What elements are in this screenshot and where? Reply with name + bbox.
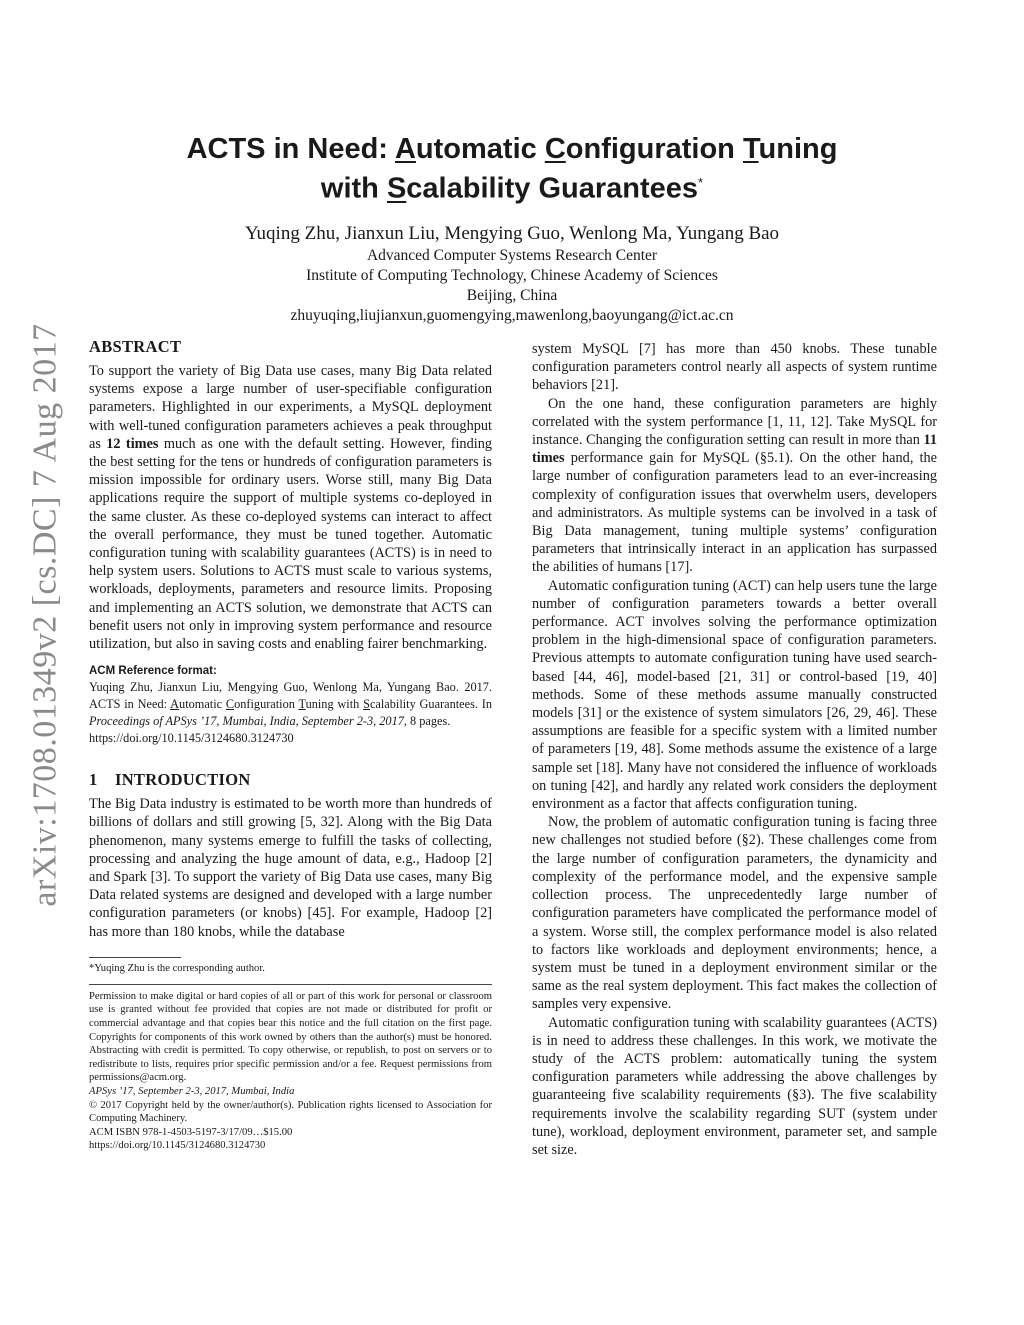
title-underlined-letter: C [544, 133, 566, 165]
acm-reference-underlined-letter: S [363, 697, 370, 712]
paragraph-text: performance gain for MySQL (§5.1). On the other hand, the large number of configuration parameters lead to an ever-increasing complexity of configuration issues that overwhelm users, developers and administrators. As multiple systems can be involved in a task of Big Data management, tuning multiple systems’ configuration parameters that intrinsically interact in an application has surpassed the abilities of humans [17]. [532, 450, 937, 576]
affiliation-line-3: Beijing, China [466, 287, 558, 304]
introduction-heading [89, 769, 492, 791]
footnote-divider [89, 957, 181, 958]
introduction-paragraph-1: The Big Data industry is estimated to be worth more than hundreds of billions of dollars and still growing [5, 32]. Along with the Big Data phenomenon, many systems emerge to fulfill the tasks of collecting, processing and analyzing the huge amount of data, e.g., Hadoop [2] and Spark [3]. To support the variety of Big Data use cases, many Big Data related systems are designed and developed with a large number configuration parameters (or knobs) [45]. For example, Hadoop [2] has more than 180 knobs, while the database [89, 796, 492, 940]
left-column [89, 336, 492, 1153]
acm-reference-title: calability Guarantees. In [369, 697, 492, 712]
arxiv-identifier-stamp [24, 320, 68, 910]
right-paragraph-3: Automatic configuration tuning (ACT) can help users tune the large number of configuration parameters towards a better overall performance. ACT involves solving the performance optimization problem in the high-dimensional space of configuration parameters. Previous attempts to automate configuration tuning have used search-based [44, 46], model-based [21, 31] or control-based [19, 40] methods. Some of these methods assume manually constructed models [31] or the existence of system simulators [26, 29, 46]. These assumptions are feasible for a specific system with a limited number of parameters [19, 48]. Some methods assume the existence of a large sample set [18]. Many have not considered the influence of workloads on tuning [42], and hardly any related work considers the deployment environment as a factor that affects configuration tuning. [532, 577, 937, 813]
acm-reference-authors: Yuqing Zhu, Jianxun Liu, Mengying Guo, Wenlong Ma, Yungang Bao. 2017. [89, 680, 492, 695]
acm-reference-heading: ACM Reference format: [89, 665, 217, 678]
title-underlined-letter: S [386, 172, 407, 205]
permission-text: Permission to make digital or hard copies of all or part of this work for personal or classroom use is granted without fee provided that copies are not made or distributed for profit or commercial advantage and that copies bear this notice and the full citation on the first page. Copyrights for components of this work owned by others than the author(s) must be honored. Abstracting with credit is permitted. To copy otherwise, or republish, to post on servers or to redistribute to lists, requires prior specific permission and/or a fee. Request permissions from permissions@acm.org. [89, 990, 492, 1084]
author-emails: zhuyuqing,liujianxun,guomengying,mawenlong,baoyungang@ict.ac.cn [290, 307, 734, 324]
title-segment: ACTS in Need: [186, 133, 395, 165]
permission-isbn: ACM ISBN 978-1-4503-5197-3/17/09…$15.00 [89, 1126, 293, 1138]
arxiv-identifier-text: arXiv:1708.01349v2 [cs.DC] 7 Aug 2017 [27, 323, 64, 907]
acm-reference-venue: Proceedings of APSys ’17, Mumbai, India, September 2-3, 2017, [89, 714, 407, 729]
title-segment: utomatic [415, 133, 545, 165]
right-paragraph-2 [532, 395, 937, 577]
paper-title-block [120, 132, 904, 206]
permission-doi-link[interactable]: https://doi.org/10.1145/3124680.3124730 [89, 1140, 266, 1152]
author-list: Yuqing Zhu, Jianxun Liu, Mengying Guo, Wenlong Ma, Yungang Bao [244, 223, 780, 244]
acm-reference-underlined-letter: A [170, 697, 180, 712]
affiliation-line-1: Advanced Computer Systems Research Center [366, 247, 658, 264]
paragraph-emphasis: 11 times [532, 432, 937, 467]
acm-reference-underlined-letter: T [298, 697, 306, 712]
acm-reference-title: onfiguration [234, 697, 299, 712]
abstract-text: To support the variety of Big Data use cases, many Big Data related systems expose a large number of user-specifiable configuration parameters. Highlighted in our experiments, a MySQL deployment with well-tuned configuration parameters achieves a peak throughput as [89, 363, 492, 452]
title-footnote-mark: * [698, 175, 704, 190]
corresponding-author-footnote: *Yuqing Zhu is the corresponding author. [89, 962, 265, 974]
right-paragraph-4: Now, the problem of automatic configuration tuning is facing three new challenges not studied before (§2). These challenges come from the large number of configuration parameters, the dynamicity and complexity of the performance model, and the expensive sample collection process. The unprecedentedly large number of configuration parameters have complicated the performance model of a system. Worse still, the complex performance model is also related to factors like workloads and deployment environments; hence, a system must be tuned in a deployment environment similar or the same as the real system deployment. This fact makes the collection of samples very expensive. [532, 814, 937, 1013]
section-number: 1 [89, 770, 98, 790]
permission-venue [89, 1085, 492, 1099]
acm-reference-underlined-letter: C [225, 697, 235, 712]
title-underlined-letter: A [394, 133, 416, 165]
abstract-body [89, 362, 492, 653]
title-segment: calability Guarantees [406, 172, 699, 205]
title-segment: uning [758, 133, 838, 165]
acm-reference-body [89, 679, 492, 747]
acm-reference-pages: 8 pages. [406, 714, 451, 729]
title-segment: with [320, 172, 387, 205]
paragraph-text: On the one hand, these configuration parameters are highly correlated with the system performance [1, 11, 12]. Take MySQL for instance. Changing the configuration setting can result in more than [532, 395, 937, 449]
acm-reference-doi-link[interactable]: https://doi.org/10.1145/3124680.3124730 [89, 731, 294, 746]
permission-divider [89, 984, 492, 985]
paper-title [120, 132, 904, 206]
author-block [200, 222, 824, 326]
abstract-emphasis: 12 times [106, 435, 159, 452]
permission-copyright: © 2017 Copyright held by the owner/author(s). Publication rights licensed to Association for Computing Machinery. [89, 1099, 492, 1125]
acm-reference-title: uning with [305, 697, 364, 712]
section-title: INTRODUCTION [115, 770, 251, 790]
title-underlined-letter: T [742, 133, 759, 165]
permission-block [89, 990, 492, 1153]
acm-reference-title: utomatic [179, 697, 226, 712]
abstract-text: much as one with the default setting. However, finding the best setting for the tens or hundreds of configuration parameters is mission impossible for ordinary users. Worse still, many Big Data applications require the support of multiple systems co-deployed in the same cluster. As these co-deployed systems can interact to affect the overall performance, they must be tuned together. Automatic configuration tuning with scalability guarantees (ACTS) is in need to help system users. Solutions to ACTS must scale to various systems, workloads, deployments, parameters and resource limits. Proposing and implementing an ACTS solution, we demonstrate that ACTS can benefit users not only in improving system performance and resource utilization, but also in saving costs and enabling fairer benchmarking. [89, 435, 493, 653]
permission-venue-text: APSys ’17, September 2-3, 2017, Mumbai, India [89, 1086, 295, 1098]
title-segment: onfiguration [565, 133, 743, 165]
affiliation-line-2: Institute of Computing Technology, Chinese Academy of Sciences [306, 267, 718, 284]
right-column [532, 340, 937, 1159]
right-paragraph-1: system MySQL [7] has more than 450 knobs. These tunable configuration parameters control nearly all aspects of system runtime behaviors [21]. [532, 341, 937, 394]
acm-reference-title: ACTS in Need: [89, 697, 171, 712]
abstract-heading: ABSTRACT [89, 337, 182, 356]
right-paragraph-5: Automatic configuration tuning with scalability guarantees (ACTS) is in need to address these challenges. In this work, we motivate the study of the ACTS problem: automatically tuning the system configuration parameters while addressing the above challenges by guaranteeing five scalability requirements (§3). The five scalability requirements involve the scalability regarding SUT (system under tune), workload, deployment environment, parameter set, and sample set size. [532, 1014, 937, 1158]
